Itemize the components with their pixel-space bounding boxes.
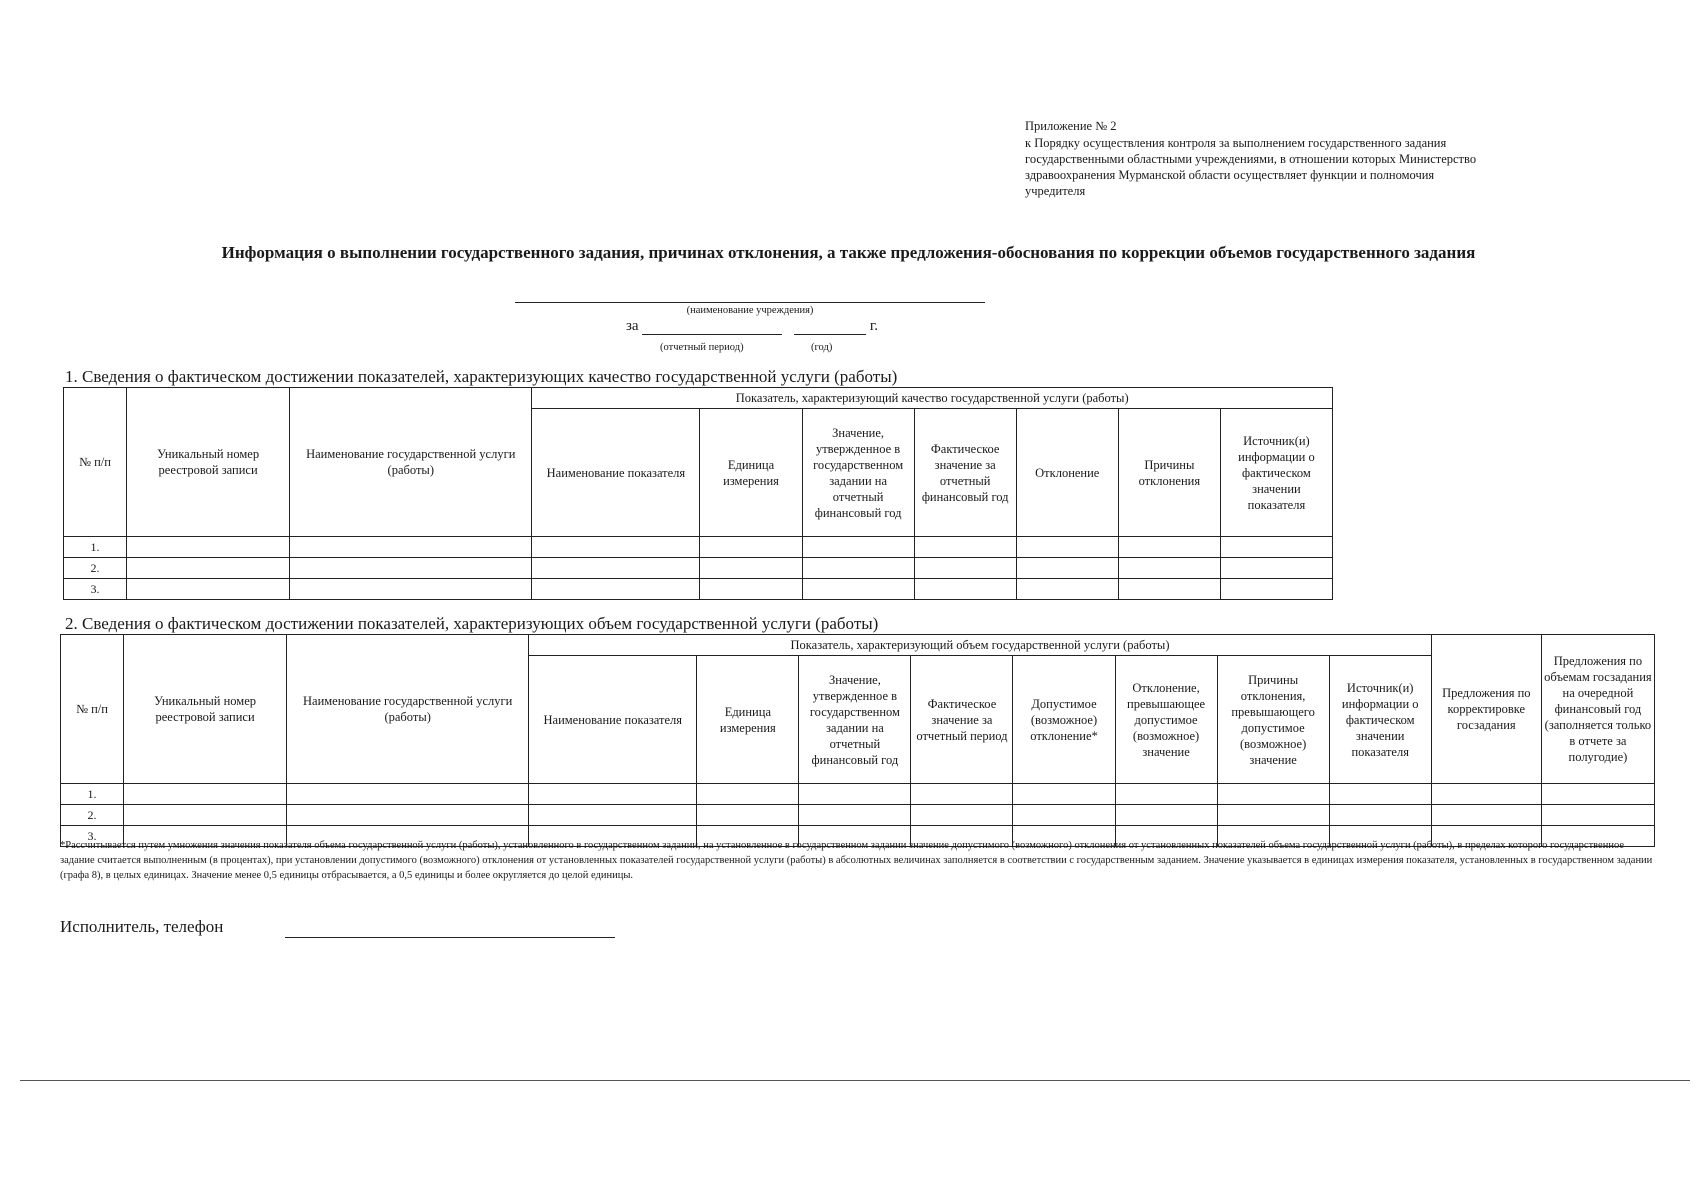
header-service-name: Наименование государственной услуги (работы) xyxy=(287,635,529,784)
row-number: 3. xyxy=(64,579,127,600)
header-deviation-reasons: Причины отклонения xyxy=(1118,409,1220,537)
executor-signature-line xyxy=(285,937,615,938)
table-row xyxy=(64,558,1333,579)
year-blank xyxy=(794,320,866,335)
header-unit: Единица измерения xyxy=(697,656,799,784)
header-info-source: Источник(и) информации о фактическом значении показателя xyxy=(1220,409,1332,537)
appendix-line: здравоохранения Мурманской области осуществляет функции и полномочия xyxy=(1025,168,1435,182)
header-registry-number: Уникальный номер реестровой записи xyxy=(124,635,287,784)
header-service-name: Наименование государственной услуги (работы) xyxy=(290,388,532,537)
period-prefix: за xyxy=(626,318,639,334)
header-correction-proposals: Предложения по корректировке госзадания xyxy=(1431,635,1541,784)
table-row xyxy=(61,784,1655,805)
row-number: 1. xyxy=(64,537,127,558)
quality-indicators-table xyxy=(63,387,1333,600)
appendix-title: Приложение № 2 xyxy=(1025,119,1117,133)
section2-title: 2. Сведения о фактическом достижении показателей, характеризующих объем государственной услуги (работы) xyxy=(65,614,879,633)
header-registry-number: Уникальный номер реестровой записи xyxy=(127,388,290,537)
header-next-year-proposals: Предложения по объемам госзадания на очередной финансовый год (заполняется только в отчете за полугодие) xyxy=(1541,635,1654,784)
table-row xyxy=(64,537,1333,558)
appendix-line: учредителя xyxy=(1025,184,1086,198)
institution-caption: (наименование учреждения) xyxy=(686,305,814,316)
period-caption: (отчетный период) xyxy=(660,342,744,353)
header-unit: Единица измерения xyxy=(700,409,802,537)
header-indicator-name: Наименование показателя xyxy=(529,656,697,784)
table-row xyxy=(61,805,1655,826)
period-row xyxy=(626,318,878,335)
header-allowed-deviation: Допустимое (возможное) отклонение* xyxy=(1013,656,1115,784)
header-actual-value: Фактическое значение за отчетный период xyxy=(911,656,1013,784)
header-excess-deviation: Отклонение, превышающее допустимое (возможное) значение xyxy=(1115,656,1217,784)
header-approved-value: Значение, утвержденное в государственном задании на отчетный финансовый год xyxy=(799,656,911,784)
year-caption: (год) xyxy=(811,342,833,353)
table-row xyxy=(64,579,1333,600)
header-deviation: Отклонение xyxy=(1016,409,1118,537)
appendix-line: государственными областными учреждениями, в отношении которых Министерство xyxy=(1025,152,1477,166)
section1-title: 1. Сведения о фактическом достижении показателей, характеризующих качество государственной услуги (работы) xyxy=(65,367,898,386)
header-actual-value: Фактическое значение за отчетный финансовый год xyxy=(914,409,1016,537)
appendix-line: к Порядку осуществления контроля за выполнением государственного задания xyxy=(1025,136,1447,150)
appendix-note xyxy=(1025,118,1545,199)
row-number: 2. xyxy=(64,558,127,579)
header-excess-reasons: Причины отклонения, превышающего допустимое (возможное) значение xyxy=(1217,656,1329,784)
period-suffix: г. xyxy=(869,318,879,334)
period-blank xyxy=(642,320,782,335)
header-approved-value: Значение, утвержденное в государственном задании на отчетный финансовый год xyxy=(802,409,914,537)
volume-indicators-table xyxy=(60,634,1655,847)
header-indicator-name: Наименование показателя xyxy=(532,409,700,537)
page-bottom-rule xyxy=(20,1080,1690,1081)
row-number: 1. xyxy=(61,784,124,805)
header-volume-indicator-group: Показатель, характеризующий объем государственной услуги (работы) xyxy=(529,635,1432,656)
executor-label: Исполнитель, телефон xyxy=(60,917,224,936)
header-quality-indicator-group: Показатель, характеризующий качество государственной услуги (работы) xyxy=(532,388,1333,409)
header-info-source: Источник(и) информации о фактическом значении показателя xyxy=(1329,656,1431,784)
header-row-number: № п/п xyxy=(61,635,124,784)
row-number: 3. xyxy=(61,826,124,847)
row-number: 2. xyxy=(61,805,124,826)
document-title: Информация о выполнении государственного задания, причинах отклонения, а также предложения-обоснования по коррекции объемов государственного задания xyxy=(221,243,1476,262)
footnote: *Рассчитывается путем умножения значения показателя объема государственной услуги (работы), установленного в государственном задании, на установленное в государственном задании значение допустимого (возможного) отклонения от установленных показателей объема государственной услуги (работы), в пределах которого государственное задание считается выполненным (в процентах), при установлении допустимого (возможного) отклонения от установленных показателей государственной услуги (работы) в абсолютных величинах заполняется в соответствии с государственным заданием. Значение указывается в единицах измерения показателя, установленных в государственном задании (графа 8), в целых единицах. Значение менее 0,5 единицы отбрасывается, а 0,5 единицы и более округляется до целой единицы. xyxy=(60,840,1653,881)
institution-name-line xyxy=(515,302,985,303)
header-row-number: № п/п xyxy=(64,388,127,537)
